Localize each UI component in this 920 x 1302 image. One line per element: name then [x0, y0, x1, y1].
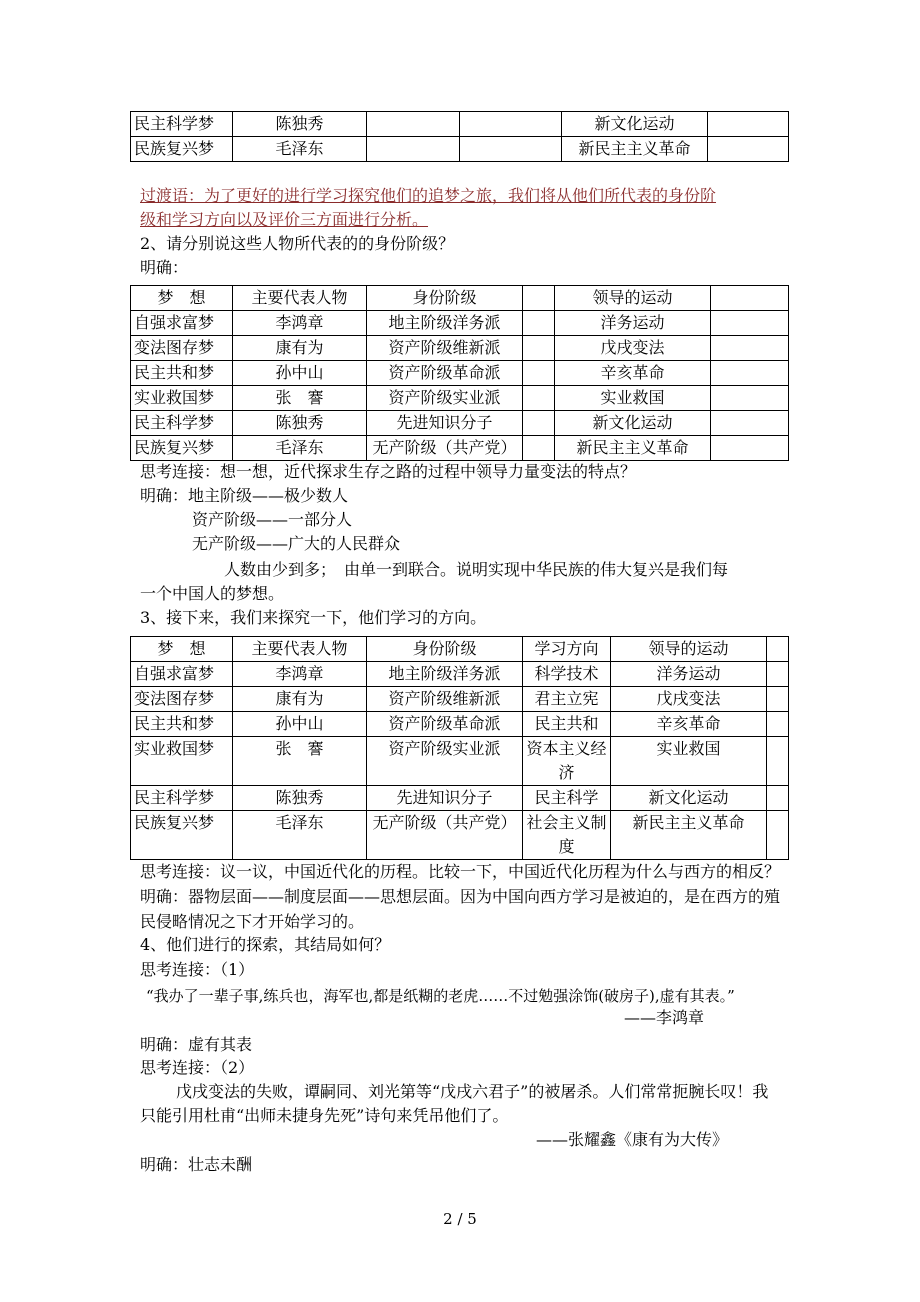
- table-row: [131, 386, 789, 411]
- quote-kang-line-2: 只能引用杜甫“出师未捷身先死”诗句来凭吊他们了。: [140, 1106, 509, 1125]
- table-cell: 新民主主义革命: [555, 436, 711, 461]
- think-question-2: 思考连接：议一议，中国近代化的历程。比较一下，中国近代化历程为什么与西方的相反？: [140, 862, 781, 881]
- table-cell: 社会主义制度: [523, 811, 611, 860]
- table-cell: 民主科学梦: [131, 786, 233, 811]
- table-cell: 孙中山: [233, 712, 367, 737]
- table-cell: [711, 336, 789, 361]
- table-cell: 张 謇: [233, 386, 367, 411]
- table-cell: 新文化运动: [562, 112, 708, 137]
- table-class-identity: [130, 285, 789, 461]
- table-cell: 戊戌变法: [555, 336, 711, 361]
- table-header-row: [131, 286, 789, 311]
- table-cell: [460, 112, 562, 137]
- table-cell: 无产阶级（共产党）: [367, 811, 523, 860]
- table-cell: 孙中山: [233, 361, 367, 386]
- table-cell: [711, 311, 789, 336]
- answer-1-line-2: 资产阶级——一部分人: [192, 510, 353, 529]
- table-cell: [460, 137, 562, 162]
- answer-1-line-4: 人数由少到多； 由单一到联合。说明实现中华民族的伟大复兴是我们每: [224, 560, 729, 579]
- table-cell: 民主共和梦: [131, 712, 233, 737]
- think-question-1: 思考连接：想一想，近代探求生存之路的过程中领导力量变法的特点？: [140, 462, 637, 481]
- answer-2-line-1: 明确：器物层面——制度层面——思想层面。因为中国向西方学习是被迫的，是在西方的殖: [140, 887, 781, 906]
- think-question-4: 思考连接：（2）: [140, 1058, 255, 1077]
- table-cell: [523, 361, 555, 386]
- transition-line-1: 过渡语：为了更好的进行学习探究他们的追梦之旅，我们将从他们所代表的身份阶: [140, 186, 717, 205]
- table-cell: 张 謇: [233, 737, 367, 786]
- table-cell: 民主共和: [523, 712, 611, 737]
- page-number: 2 / 5: [443, 1210, 477, 1228]
- table-cell: 民主科学: [523, 786, 611, 811]
- table-header-cell: 主要代表人物: [233, 286, 367, 311]
- table-header-cell: [523, 286, 555, 311]
- quote-kang-line-1: 戊戌变法的失败，谭嗣同、刘光第等“戊戌六君子”的被屠杀。人们常常扼腕长叹！我: [176, 1082, 769, 1101]
- quote-li-hongzhang: “我办了一辈子事,练兵也，海军也,都是纸糊的老虎……不过勉强涂饰(破房子),虚有其表。”: [146, 987, 735, 1005]
- table-cell: 实业救国: [555, 386, 711, 411]
- table-cell: 资本主义经济: [523, 737, 611, 786]
- table-row: [131, 411, 789, 436]
- table-cell: 民族复兴梦: [131, 436, 233, 461]
- transition-line-2: 级和学习方向以及评价三方面进行分析。: [140, 210, 429, 229]
- table-cell: 毛泽东: [233, 811, 367, 860]
- answer-1-line-5: 一个中国人的梦想。: [140, 584, 285, 603]
- question-3: 3、接下来，我们来探究一下，他们学习的方向。: [140, 608, 487, 627]
- table-cell: 洋务运动: [555, 311, 711, 336]
- table-cell: [523, 336, 555, 361]
- table-cell: [523, 436, 555, 461]
- table-header-cell: 主要代表人物: [233, 637, 367, 662]
- table-row: [131, 137, 789, 162]
- table-cell: [367, 112, 460, 137]
- table-header-row: [131, 637, 789, 662]
- table-cell: 资产阶级维新派: [367, 336, 523, 361]
- table-cell: 毛泽东: [233, 137, 367, 162]
- table-cell: [767, 811, 789, 860]
- table-row: [131, 712, 789, 737]
- table-header-cell: 身份阶级: [367, 286, 523, 311]
- table-cell: 民族复兴梦: [131, 811, 233, 860]
- table-cell: 实业救国梦: [131, 386, 233, 411]
- quote-source-kang: ——张耀鑫《康有为大传》: [536, 1130, 729, 1149]
- table-cell: [711, 386, 789, 411]
- table-cell: 新文化运动: [555, 411, 711, 436]
- table-cell: 毛泽东: [233, 436, 367, 461]
- table-cell: [767, 662, 789, 687]
- table-cell: [523, 311, 555, 336]
- table-cell: 辛亥革命: [611, 712, 767, 737]
- table-cell: 科学技术: [523, 662, 611, 687]
- answer-2-line-2: 民侵略情况之下才开始学习的。: [140, 912, 365, 931]
- answer-3: 明确：虚有其表: [140, 1035, 253, 1054]
- table-cell: 新文化运动: [611, 786, 767, 811]
- table-cell: 资产阶级实业派: [367, 737, 523, 786]
- table-cell: [708, 112, 789, 137]
- table-cell: [711, 411, 789, 436]
- table-row: [131, 662, 789, 687]
- table-cell: [767, 786, 789, 811]
- table-cell: 自强求富梦: [131, 662, 233, 687]
- quote-source-li-hongzhang: ——李鸿章: [624, 1008, 705, 1027]
- answer-1-line-3: 无产阶级——广大的人民群众: [192, 534, 401, 553]
- table-row: [131, 311, 789, 336]
- table-cell: 李鸿章: [233, 311, 367, 336]
- question-2: 2、请分别说这些人物所代表的的身份阶级？: [140, 234, 455, 253]
- table-header-cell: [711, 286, 789, 311]
- table-cell: 陈独秀: [233, 112, 367, 137]
- table-header-cell: 身份阶级: [367, 637, 523, 662]
- table-header-cell: 梦 想: [131, 286, 233, 311]
- table-cell: 洋务运动: [611, 662, 767, 687]
- question-4: 4、他们进行的探索，其结局如何？: [140, 935, 391, 954]
- table-cell: [711, 361, 789, 386]
- answer-1-line-1: 明确：地主阶级——极少数人: [140, 486, 349, 505]
- table-cell: 自强求富梦: [131, 311, 233, 336]
- table-cell: 李鸿章: [233, 662, 367, 687]
- table-row: [131, 786, 789, 811]
- answer-label-2: 明确：: [140, 258, 189, 277]
- table-cell: 戊戌变法: [611, 687, 767, 712]
- table-cell: 康有为: [233, 687, 367, 712]
- table-cell: 康有为: [233, 336, 367, 361]
- table-row: [131, 687, 789, 712]
- answer-4: 明确：壮志未酬: [140, 1155, 253, 1174]
- table-cell: 民族复兴梦: [131, 137, 233, 162]
- table-row: [131, 336, 789, 361]
- table-cell: 君主立宪: [523, 687, 611, 712]
- table-cell: 地主阶级洋务派: [367, 662, 523, 687]
- table-row: [131, 811, 789, 860]
- table-cell: 新民主主义革命: [611, 811, 767, 860]
- table-cell: 资产阶级维新派: [367, 687, 523, 712]
- table-cell: [708, 137, 789, 162]
- table-header-cell: 学习方向: [523, 637, 611, 662]
- table-row: [131, 112, 789, 137]
- table-header-cell: 领导的运动: [611, 637, 767, 662]
- table-header-cell: 梦 想: [131, 637, 233, 662]
- table-cell: 陈独秀: [233, 786, 367, 811]
- table-cell: [523, 386, 555, 411]
- table-row: [131, 737, 789, 786]
- table-row: [131, 361, 789, 386]
- table-cell: [767, 712, 789, 737]
- table-cell: 无产阶级（共产党）: [367, 436, 523, 461]
- table-learning-direction: [130, 636, 789, 860]
- think-question-3: 思考连接：（1）: [140, 960, 255, 979]
- table-cell: 地主阶级洋务派: [367, 311, 523, 336]
- table-cell: 民主科学梦: [131, 411, 233, 436]
- table-cell: 辛亥革命: [555, 361, 711, 386]
- table-cell: 新民主主义革命: [562, 137, 708, 162]
- table-cell: 变法图存梦: [131, 687, 233, 712]
- table-cell: 先进知识分子: [367, 411, 523, 436]
- table-cell: 实业救国: [611, 737, 767, 786]
- table-cell: [523, 411, 555, 436]
- table-cell: 资产阶级革命派: [367, 712, 523, 737]
- table-dream-continuation: [130, 111, 789, 162]
- table-cell: 变法图存梦: [131, 336, 233, 361]
- table-cell: [767, 687, 789, 712]
- table-cell: [767, 737, 789, 786]
- table-cell: 先进知识分子: [367, 786, 523, 811]
- table-header-cell: 领导的运动: [555, 286, 711, 311]
- table-header-cell: [767, 637, 789, 662]
- table-cell: 民主科学梦: [131, 112, 233, 137]
- table-cell: 资产阶级实业派: [367, 386, 523, 411]
- table-cell: 资产阶级革命派: [367, 361, 523, 386]
- table-row: [131, 436, 789, 461]
- table-cell: 陈独秀: [233, 411, 367, 436]
- table-cell: 实业救国梦: [131, 737, 233, 786]
- table-cell: 民主共和梦: [131, 361, 233, 386]
- table-cell: [367, 137, 460, 162]
- table-cell: [711, 436, 789, 461]
